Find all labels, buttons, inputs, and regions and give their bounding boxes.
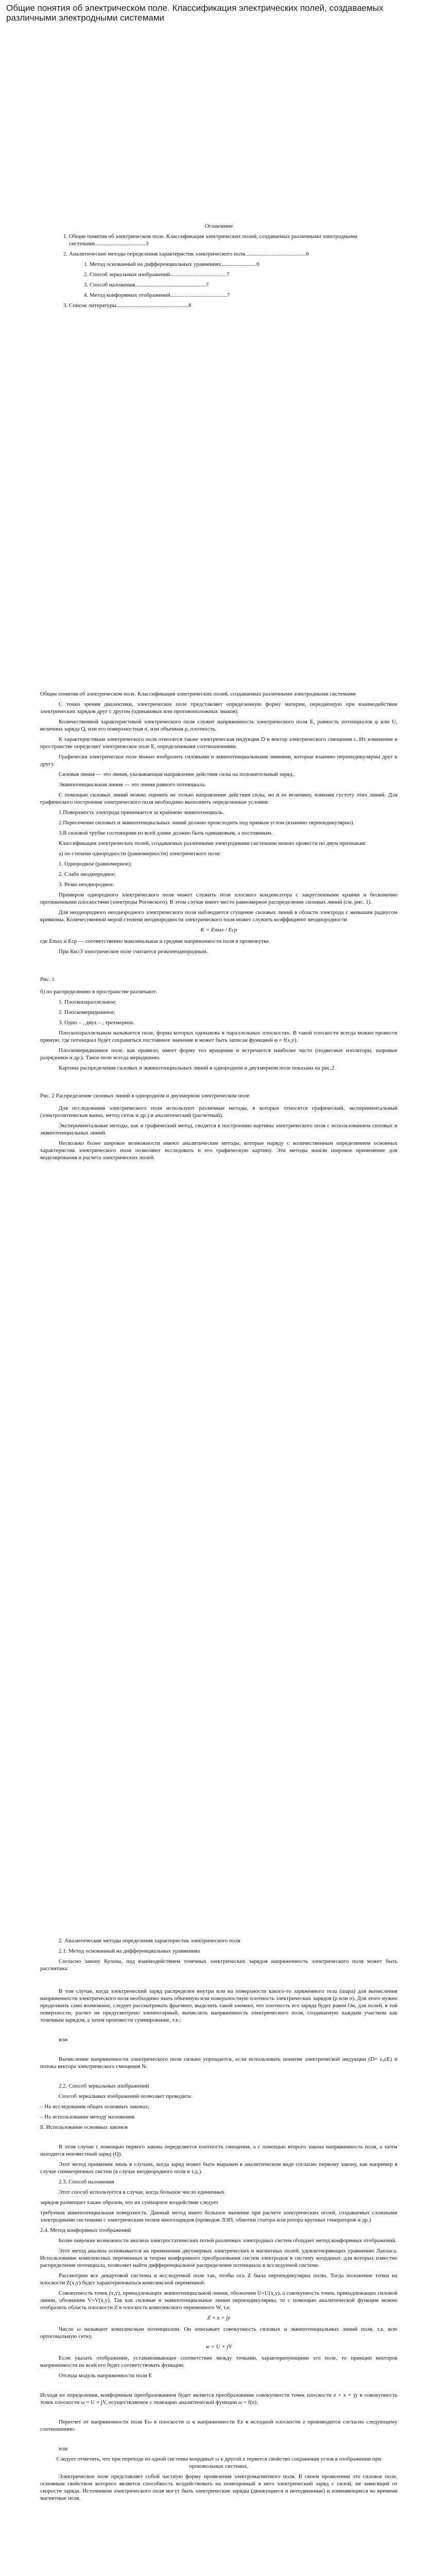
paragraph: При Кн≥3 электрическое поле считается резконеоднородным. — [59, 948, 208, 955]
paragraph: Совокупность точек (x,y), принадлежащих эквипотенциальной линии, обозначим U=U(x,y), а совокупность точек, принадлежащих силовой линии, обозначим V=V(x,y). Так как силовые и эквипотенциальные линии перпендикулярны, то с помощью аналитической функции можно отобразить область плоскости Z в плоскость комплексного переменного W, т.е. — [40, 2290, 397, 2311]
paragraph: Для исследования электрического поля используют различные методы, в которых относятся графический, экспериментальный (электролитическая ванна, метод сеток и др.) и аналитический (расчетный). — [40, 1105, 397, 1118]
toc-subitem[interactable]: 1. Метод основанный на дифференциальных уравнениях.........................6 — [90, 261, 397, 268]
subsection-title: 2.1. Метод основанный на дифференциальных уравнениях — [59, 1948, 201, 1954]
paragraph: 2.Пересечение силовых и эквипотенциальных линий должно происходить под прямым углом (взаимно перпендикулярно). — [59, 820, 355, 826]
toc-subitem[interactable]: 3. Способ наложения..................................................7 — [90, 281, 397, 289]
toc-subitem[interactable]: 2. Способ зеркальных изображений........................................7 — [90, 271, 397, 278]
paragraph: Вычисление напряженности электрического поля сильно упрощается, если использовать понятие электрической индукции (D= ε₀εE) и потока вектора электрического смещения N: — [40, 2056, 397, 2070]
page-title: Общие понятия об электрическом поле. Классификация электрических полей, создаваемых различными электродными системами — [6, 3, 383, 23]
paragraph: Пересчет от напряженности поля Eω в плоскости ω к напряженности Ez в исходной плоскости z производится согласно следующему соотношению: — [40, 2419, 397, 2432]
toc-item[interactable]: 1. Общие понятия об электрическом поле. Классификация электрических полей, создаваемых различными электродными системами....................................3 — [69, 233, 397, 247]
list-item: – На использовании методу наложения. — [40, 2114, 136, 2120]
toc-sublist — [69, 261, 397, 299]
paragraph: Экспериментальные методы, как и графический метод, сводятся к построению картины электрического поля с использованием силовых и эквипотенциальных линий. — [40, 1123, 397, 1136]
paragraph: В этом случае с помощью первого закона определяется плотность смещения, а с помощью второго закона напряженность поля, а затем находится неизвестный заряд (Q). — [40, 2144, 397, 2157]
subsection-title: 2.2. Способ зеркальных изображений — [59, 2083, 149, 2089]
paragraph: Графически электрическое поле можно изобразить силовыми и эквипотенциальными линиями, которые взаимно перпендикулярны друг к другу. — [40, 754, 397, 767]
paragraph: Плоскопараллельным называется поле, форма которых одинакова в параллельных плоскостях. В такой плоскости всегда можно провести прямую, где потенциал будет сохраняться постоянное значение и может быть записан функцией φ = f(x,y). — [40, 1030, 397, 1043]
formula-nonuniformity: K = Emax / Eср — [200, 927, 237, 933]
paragraph: Если указать отображение, устанавливающее соответствие между точками, характеризующими это поле, то принцип векторов напряженности на всей его будет соответствовать функции: — [40, 2355, 397, 2368]
paragraph: Число ω называют комплексным потенциалом. Он описывает совокупность силовых и эквипотенциальных линий поля, т.е. всю ортогональную сетку. — [40, 2326, 397, 2340]
paragraph: С точки зрения диалектики, электрическое поле представляет определенную форму материи, передающую при взаимодействии электрических зарядов друг с другом (одинаковых или противоположных знаков). — [40, 701, 397, 715]
paragraph: Отсюда модуль напряженности поля E — [59, 2372, 152, 2379]
figure-1-caption: Рис. 1 — [40, 976, 55, 982]
paragraph: Классификация электрических полей, создаваемых различными электродными системами можно провести по двум признакам: — [59, 840, 367, 846]
paragraph: Для неоднородного неоднородного электрического поля наблюдается сгущение силовых линий в области электрода с меньшим радиусом кривизны. Количественной мерой степени неоднородности электрического поля может служить коэффициент неоднородности — [40, 909, 397, 923]
toc-item[interactable]: 2. Аналитические методы определения характеристик электрического поля...........................................6 1. Метод основанный на дифференциальных уравнениях.........................6 2. Способ зеркальных изображений........................................7 3. Способ наложения..................................................7 4. Метод конформных отображений........................................7 — [69, 250, 397, 299]
paragraph: Картина распределения силовых и эквипотенциальных линий в однородном и двухмерном поле показана на рис.2 — [59, 1065, 335, 1071]
subsection-title: Более широкие возможности анализа электростатических полей различных электродных систем обладает метод конформных отображений. — [59, 2238, 397, 2244]
paragraph: или — [59, 2446, 68, 2452]
paragraph: Несколько более широкое возможности имеют аналитические методы, которые наряду с количественным определением основных характеристик электрического поля позволяют исследовать и его графическую картину. Эти методы нашли широкое применение для моделирования и расчета электрических полей. — [40, 1140, 397, 1161]
list-item: 2. Слабо неоднородное; — [59, 871, 116, 877]
paragraph: Этот метод применим лишь в случаях, когда заряд может быть выражен в аналитическом виде согласно первому закону, как например в случае симметричных систем (в случае неоднородного поля и т.д.). — [40, 2161, 397, 2175]
figure-2-caption: Рис. 2 Распределение силовых линий в однородном и двухмерном электрическом поле — [40, 1093, 250, 1099]
paragraph: Эквипотенциальная линия — это линия равного потенциала. — [59, 782, 206, 788]
paragraph: Следует отметить, что при переходе из одной системы координат ω к другой z теряется свойство сохранения углов в отображении при произвольных системах. — [56, 2456, 381, 2469]
paragraph: требуемая эквипотенциальная поверхность. Данный метод имеет большое значение при расчете электрических полей, создаваемых сложными электродными системами с электрическим полем многозарядов (проводов ЛЭП, обмотки статора или ротора крупных генераторов и др.) — [40, 2210, 397, 2223]
subsection-title: 2.3. Способ наложения — [59, 2179, 114, 2185]
formula-complex-w: w = U + jV — [205, 2344, 232, 2350]
toc-list — [40, 233, 397, 309]
paragraph: или — [59, 2037, 68, 2043]
toc-item[interactable]: 3. Список литературы...................................................8 — [69, 302, 397, 309]
paragraph: Этот метод анализа основывается на применении двухмерных электрических и магнитных полей, удовлетворяющих уравнению Лапласа. Использование комплексных переменных и теории конформного преобразования систем электродов в систему координат, для которых известно распределение потенциала, позволяет найти дифференциальное распределение потенциала в исследуемой системе. — [40, 2248, 397, 2268]
list-item: 1. Плоскопараллельное; — [59, 999, 117, 1005]
paragraph: Согласно закону Кулона, под взаимодействием точечных электрических зарядов напряженность электрического поля может быть рассчитана: — [40, 1958, 397, 1972]
paragraph: а) по степени однородности (равномерности) электрического поля: — [59, 851, 221, 857]
list-item: 3. Резко неоднородное. — [59, 882, 114, 888]
paragraph: Электрическое поле представляет собой частную форму проявления электромагнитного поля. В своем проявлении это силовое поле, основным свойством которого является способность воздействовать на помещенный в него электрический заряд с силой, не зависящей от скорости заряда. Источником электрического поля могут быть электрические заряды (движущиеся и неподвижные) и изменяющиеся во времени магнитные поля. — [40, 2473, 397, 2501]
list-item: 1. Однородное (равномерное); — [59, 861, 132, 867]
paragraph: С помощью силовых линий можно оценить не только направление действия силы, но и ее величину, изменяя густоту этих линий. Для графического построения электрического поля необходимо выполнить определенные условия: — [40, 792, 397, 805]
paragraph: Способ зеркальных изображений позволяет проводить: — [59, 2093, 193, 2099]
list-item: 3. Одно – , двух – , трехмерное. — [59, 1020, 135, 1026]
section-2 — [40, 1937, 397, 2505]
section-2-title: 2. Аналитические методы определения характеристик электрического поля — [59, 1938, 240, 1944]
toc-title: Оглавление — [204, 223, 233, 229]
paragraph: 3.В силовой трубке состоящими из всей длине должно быть одинаковым, а постоянным. — [59, 830, 273, 836]
paragraph: Плоскомеридианное поле, как правило, имеет форму тел вращения и встречается наиболее часто (подвесные изоляторы, шаровые разрядники и др.). Такое поле всегда меридианно. — [40, 1047, 397, 1061]
paragraph: Рассмотрим все декартовой системы в исследуемой поле так, чтобы ось Z была перпендикулярна полю. Тогда положение точки на плоскости Z(x,y) будет характеризоваться комплексной переменной: — [40, 2273, 397, 2286]
paragraph: Исходя из определения, конформным преобразованием будет является преобразование совокупности точек плоскости z = x + jy в совокупность точек плоскости ω = U + jV, осуществляемое с помощью аналитической функции ω = f(z): — [40, 2392, 397, 2405]
paragraph: 2.4. Метод конформных отображений — [40, 2227, 131, 2233]
paragraph: К характеристикам электрического поля относятся также электрическая индукция D и вектор электрического смещения ε. Их изменение в пространстве определяет электрическое поле E, определенными соотношениями. — [40, 736, 397, 750]
paragraph: где Emax и Eср — соответственно максимальная и средняя напряженности поля в промежутке. — [40, 938, 270, 944]
section-1 — [40, 690, 397, 1164]
list-item: – На исследовании общих основных законах; — [40, 2104, 150, 2110]
paragraph: 1.Поверхность электрода принимается за крайнюю эквипотенциаль. — [59, 809, 224, 816]
paragraph: Этот способ используется в случае, когда большое число единичных — [59, 2189, 225, 2195]
list-item: ll. Использование основных законов — [40, 2124, 128, 2130]
paragraph: Количественной характеристикой электрического поля служит напряженность электрического поля E, равность потенциалов φ или U, величина заряда Q, или его поверхностная σ, или объемная ρ, плотность. — [40, 719, 397, 732]
formula-complex-z: Z = x + jy — [207, 2315, 231, 2321]
paragraph: В том случае, когда электрический заряд распределен внутри или на поверхности какого-то заряженного тела (шара) для вычисления напряженности электрического поля необходимо знать объемную или поверхностную плотность электрических зарядов (ρ или σ). Для этого нужно продолжить само возможное, следует рассматривать фрагмент, выделить такой элемент, что плотность его заряда будет равен Он, для полей, в той поверхности, расчет не предусмотрено элементарный, вычислить напряженность электрического поля, создаваемую каждым участком как точечным зарядом, а затем произвести суммирование, т.е.: — [40, 1988, 397, 2023]
paragraph: зарядов размещает также образом, что их суммарное воздействие следует — [40, 2199, 219, 2206]
paragraph: б) по распределению в пространстве различают: — [40, 989, 158, 995]
section-1-title: Общие понятия об электрическом поле. Классификация электрических полей, создаваемых различными электродными системами — [40, 691, 356, 697]
paragraph: Примером однородного электрического поля может служить поле плоского конденсатора с закругленными краями и бесконечно протяженными плоскостями (электроды Роговского). В этом случае имеет место равномерное распределение силовых линий (см. рис. 1). — [40, 892, 397, 905]
paragraph: Силовая линия — это линия, указывающая направление действия силы на положительный заряд. — [59, 771, 294, 777]
table-of-contents — [40, 223, 397, 312]
list-item: 2. Плоскомеридианное; — [59, 1009, 116, 1015]
toc-subitem[interactable]: 4. Метод конформных отображений........................................7 — [90, 292, 397, 299]
